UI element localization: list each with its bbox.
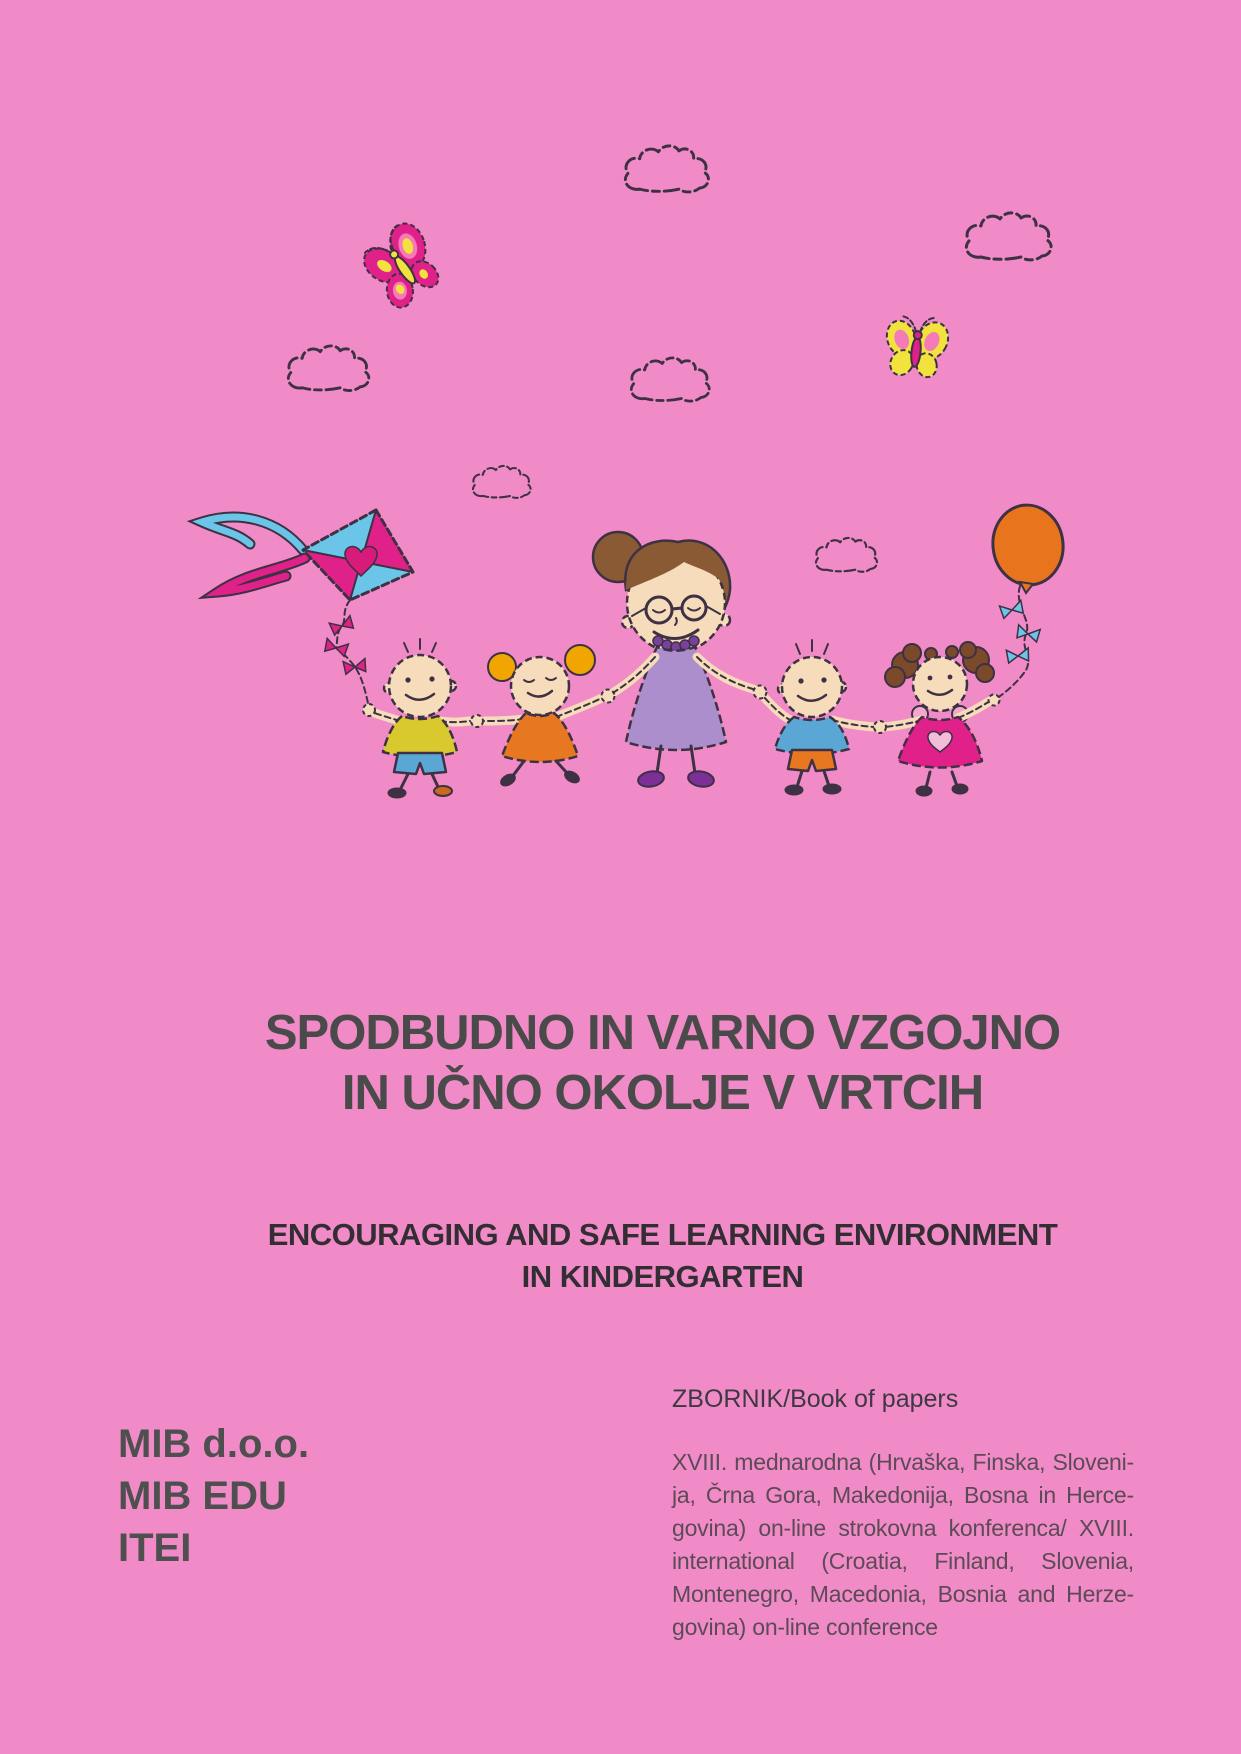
cloud-icon bbox=[625, 146, 708, 192]
cloud-icon bbox=[816, 538, 877, 572]
child-boy-yellow bbox=[363, 639, 470, 798]
cover-title bbox=[85, 1003, 1240, 1123]
cloud-icon bbox=[966, 213, 1051, 260]
conference-description bbox=[672, 1446, 1134, 1644]
butterfly-icon bbox=[349, 211, 457, 320]
child-boy-blue bbox=[754, 640, 875, 795]
conference-description-line: govina) on-line conference bbox=[672, 1614, 938, 1640]
publisher-name: MIB d.o.o. bbox=[118, 1422, 310, 1466]
cover-subtitle bbox=[85, 1214, 1240, 1298]
conference-description-line: international (Croatia, Finland, Slovenia, bbox=[672, 1548, 1134, 1574]
sky bbox=[288, 146, 1051, 572]
cover-subtitle-line1: ENCOURAGING AND SAFE LEARNING ENVIRONMENT bbox=[267, 1217, 1058, 1252]
child-girl-pink bbox=[874, 642, 1000, 796]
book-of-papers-label: ZBORNIK/Book of papers bbox=[672, 1385, 959, 1413]
conference-description-line: govina) on-line strokovna konferenca/ XVIII. bbox=[672, 1515, 1134, 1541]
cloud-icon bbox=[631, 358, 709, 401]
publisher-list bbox=[118, 1418, 538, 1574]
kite-string bbox=[324, 600, 369, 708]
cover-title-line2: IN UČNO OKOLJE V VRTCIH bbox=[341, 1066, 984, 1120]
conference-description-line: Montenegro, Macedonia, Bosnia and Herze- bbox=[672, 1581, 1134, 1607]
child-girl-orange bbox=[471, 645, 615, 788]
cloud-icon bbox=[288, 346, 369, 391]
teacher-figure bbox=[593, 532, 756, 789]
conference-description-line: XVIII. mednarodna (Hrvaška, Finska, Sloveni- bbox=[672, 1449, 1134, 1475]
kite-icon bbox=[202, 510, 413, 600]
publisher-name: MIB EDU bbox=[118, 1474, 287, 1518]
balloon-icon bbox=[988, 501, 1067, 699]
cover-title-line1: SPODBUDNO IN VARNO VZGOJNO bbox=[264, 1006, 1061, 1060]
conference-description-line: ja, Črna Gora, Makedonija, Bosna in Herce- bbox=[672, 1482, 1134, 1508]
cloud-icon bbox=[473, 466, 531, 498]
cover-subtitle-line2: IN KINDERGARTEN bbox=[521, 1259, 804, 1294]
butterfly-icon bbox=[877, 312, 955, 384]
kindergarten-illustration bbox=[140, 120, 1150, 820]
publisher-name: ITEI bbox=[118, 1526, 192, 1570]
